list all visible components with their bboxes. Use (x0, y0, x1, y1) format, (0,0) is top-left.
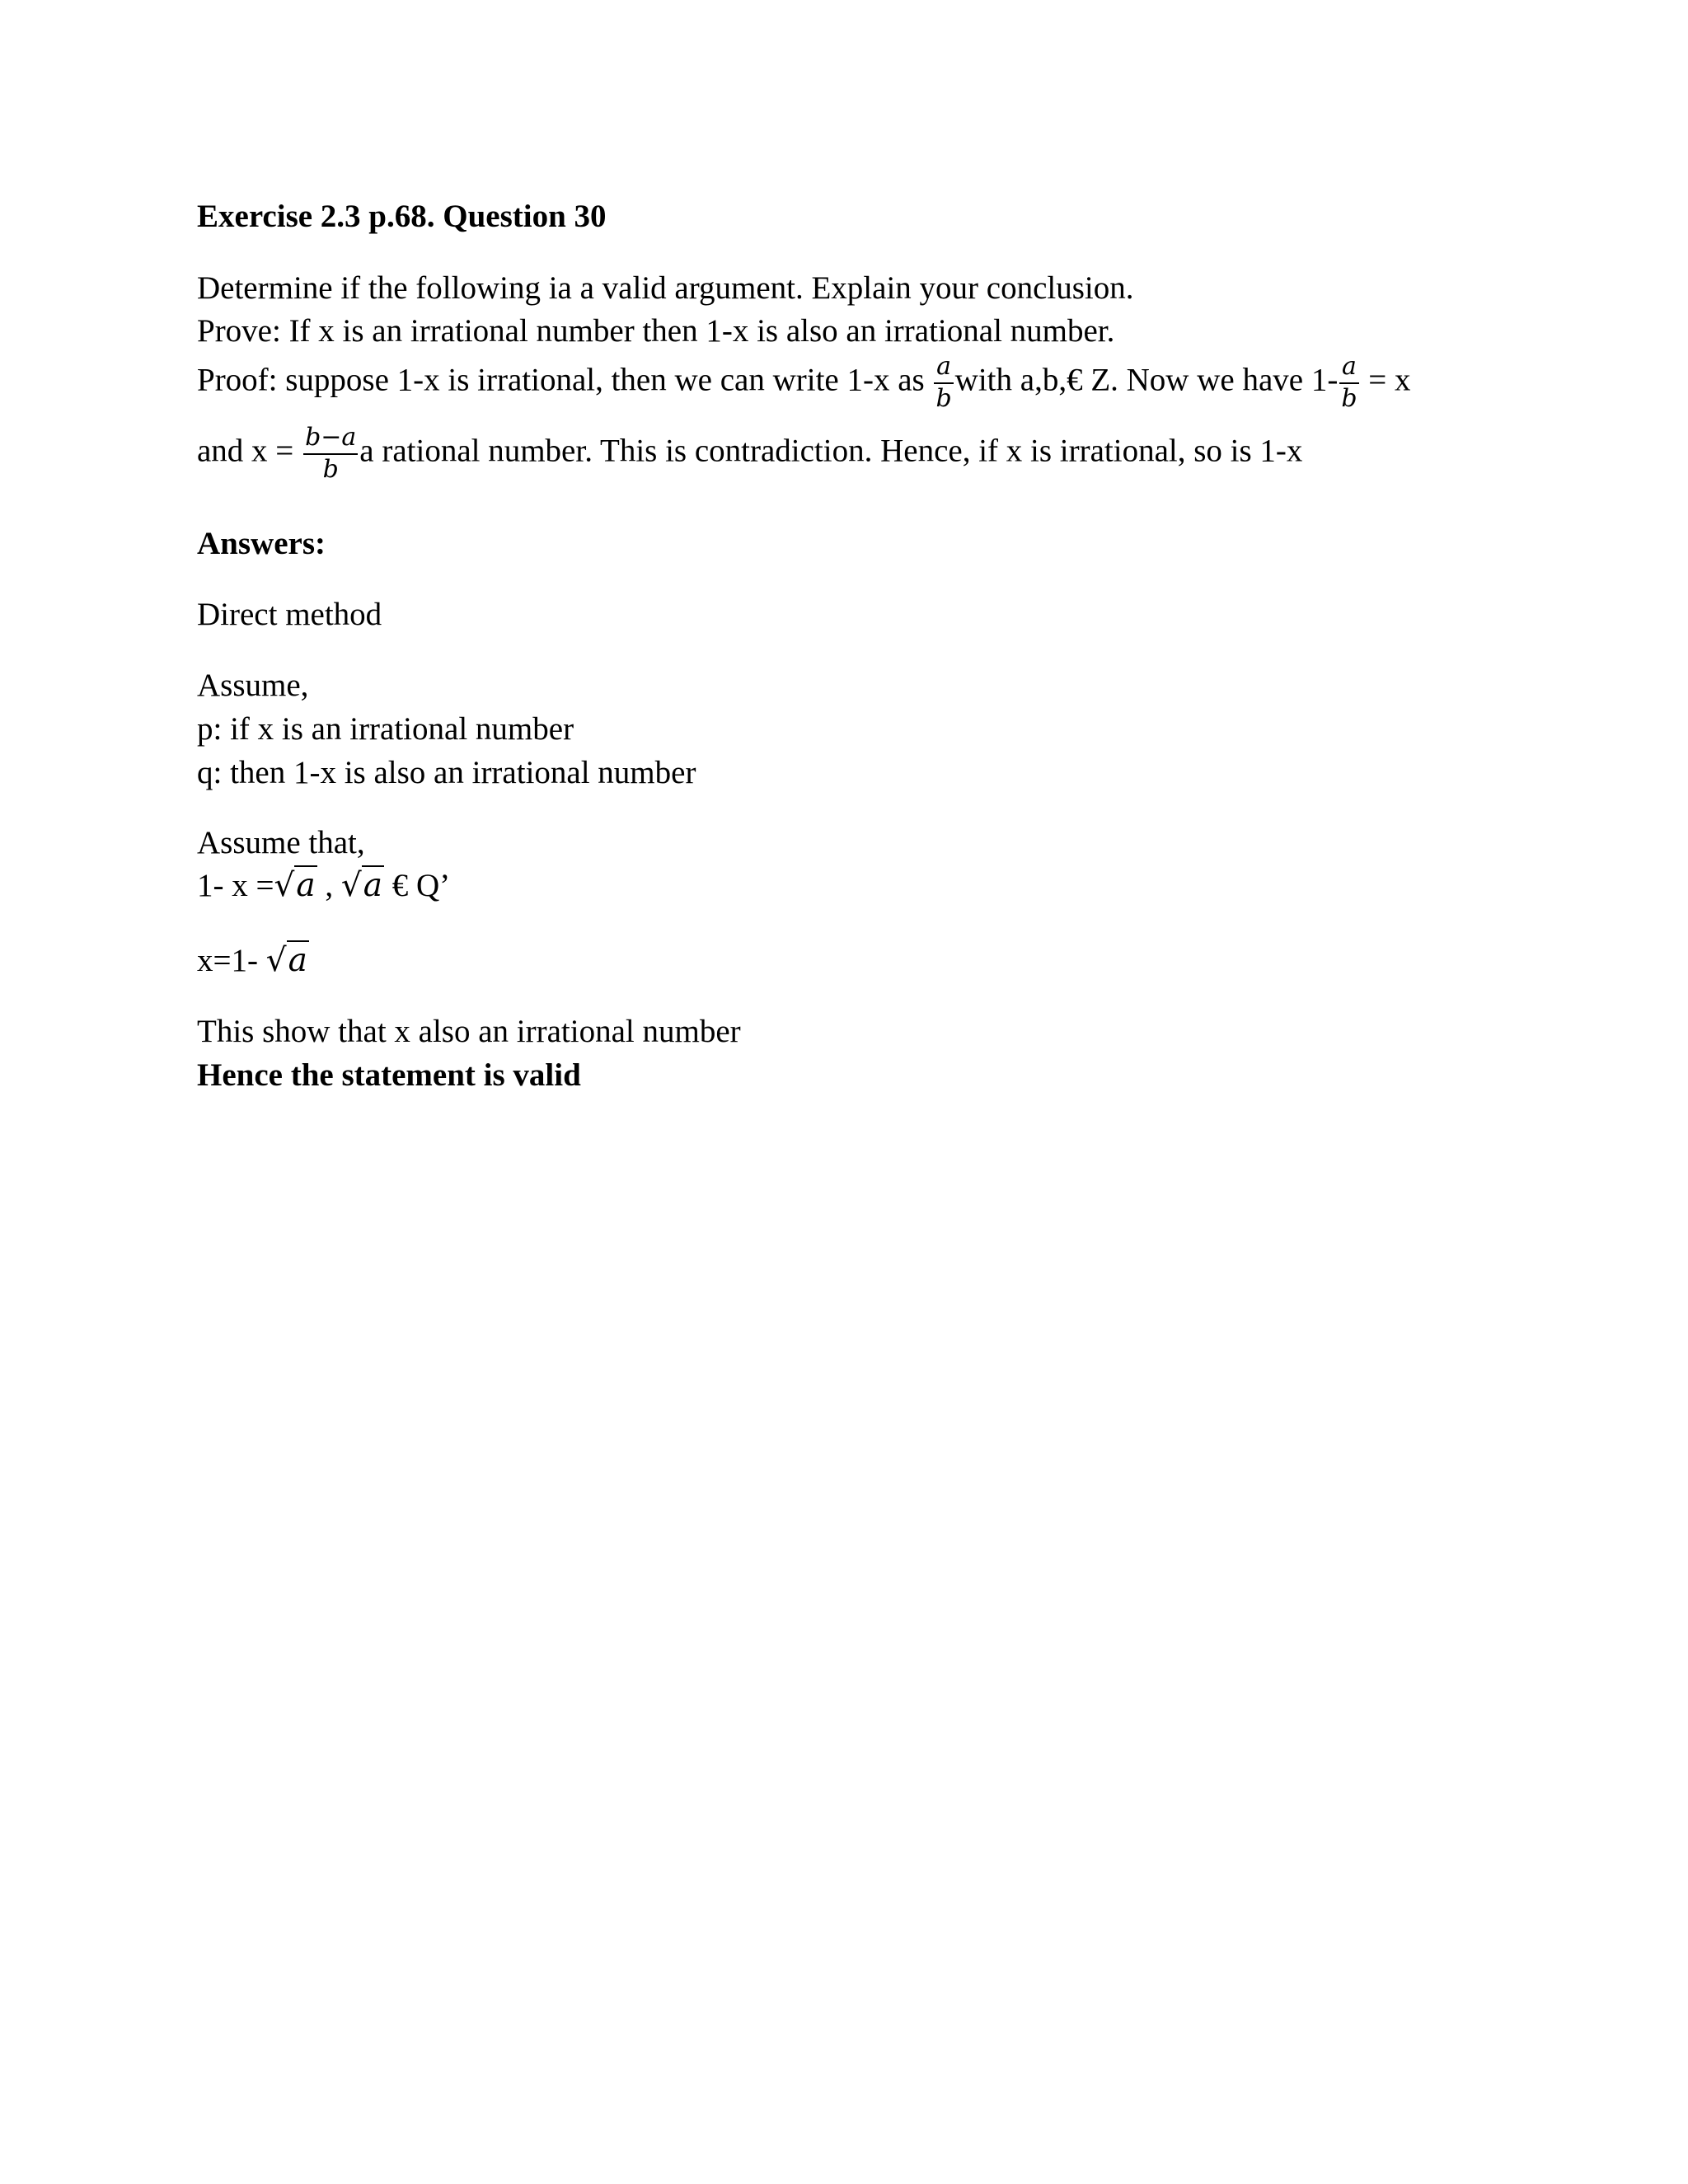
method-label: Direct method (197, 597, 382, 632)
radicand: a (363, 867, 382, 904)
proof2-text-2: a rational number. This is contradiction. Hence, if x is irrational, so is 1-x (359, 433, 1303, 469)
assume-label: Assume, (197, 668, 309, 703)
proof-text-1: Proof: suppose 1-x is irrational, then we can write 1-x as (197, 362, 933, 398)
fraction-denominator: b (322, 454, 339, 484)
square-root-a-2 (341, 869, 384, 902)
fraction-a-over-b (934, 353, 953, 413)
fraction-denominator: b (935, 383, 952, 413)
fraction-denominator: b (1341, 383, 1357, 413)
fraction-b-minus-a-over-b (303, 424, 358, 484)
answers-heading: Answers: (197, 526, 326, 561)
proof-line-2 (197, 424, 1302, 484)
p-statement: p: if x is an irrational number (197, 711, 574, 747)
square-root-a-3 (266, 944, 309, 977)
square-root-a (274, 869, 316, 902)
conclusion-statement: Hence the statement is valid (197, 1057, 581, 1093)
proof2-text-1: and x = (197, 433, 302, 469)
radicand: a (296, 867, 316, 904)
radical-sign: √ (340, 867, 362, 904)
radical-sign: √ (265, 942, 287, 979)
equation-1 (197, 869, 450, 902)
conclusion-text: This show that x also an irrational number (197, 1014, 741, 1049)
question-line-1: Determine if the following ia a valid argument. Explain your conclusion. (197, 270, 1134, 306)
proof-line-1 (197, 353, 1411, 413)
proof-text-2: with a,b,€ Z. Now we have 1- (954, 362, 1339, 398)
radicand: a (288, 942, 307, 979)
fraction-numerator: a (936, 352, 951, 381)
equation-2 (197, 944, 309, 977)
question-line-2: Prove: If x is an irrational number then 1-x is also an irrational number. (197, 313, 1115, 349)
radical-sign: √ (274, 867, 295, 904)
equation-2-text-1: x=1- (197, 943, 266, 978)
fraction-a-over-b-2 (1339, 353, 1358, 413)
proof-text-3: = x (1360, 362, 1411, 398)
equation-1-text-3: € Q’ (383, 868, 451, 903)
assume-that-label: Assume that, (197, 825, 365, 860)
equation-1-text-2: , (316, 868, 341, 903)
equation-1-text-1: 1- x = (197, 868, 274, 903)
q-statement: q: then 1-x is also an irrational number (197, 755, 696, 790)
fraction-numerator: b−a (305, 423, 357, 452)
exercise-title: Exercise 2.3 p.68. Question 30 (197, 199, 607, 234)
fraction-numerator: a (1341, 352, 1357, 381)
